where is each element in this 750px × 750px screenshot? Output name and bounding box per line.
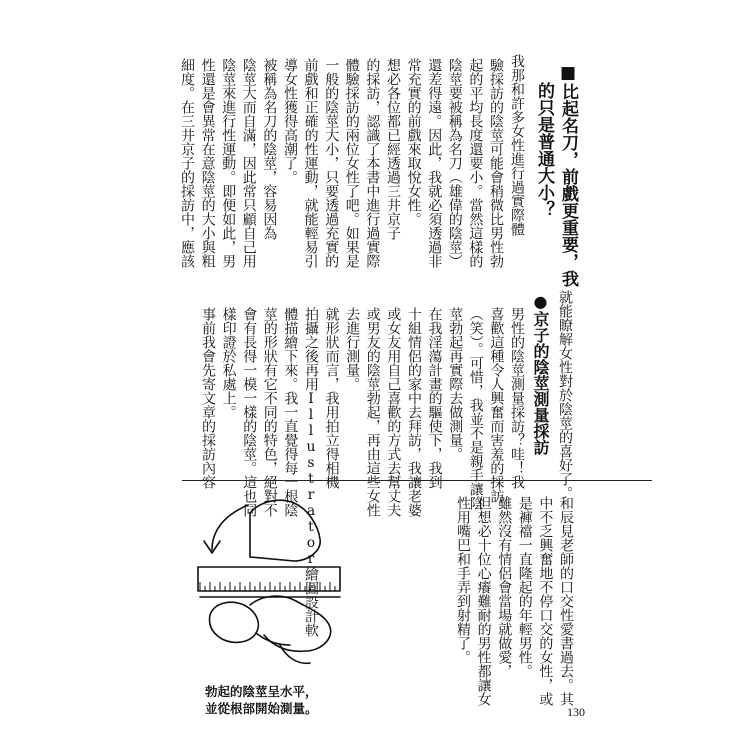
section2-col-12: 體描繪下來。我一直覺得每一根陰: [282, 307, 299, 517]
section2-col-7: 或女友用自己喜歡的方式去幫丈夫: [385, 307, 402, 517]
caption-line-1: 勃起的陰莖呈水平，: [205, 684, 318, 699]
section2-col-2: 喜歡這種令人興奮而害羞的採訪: [488, 307, 505, 503]
section2-col-8: 或男友的陰莖勃起，再由這些女性: [364, 307, 381, 517]
section1-col-14: 陰莖來進行性運動。即便如此，男: [220, 58, 237, 268]
section1-col-5: 常充實的前戲來取悅女性。: [405, 58, 422, 226]
section2-col-1: 男性的陰莖測量採訪？哇！我: [509, 307, 525, 489]
section1-col-13: 陰莖大而自滿，因此常只顧自己用: [240, 58, 257, 268]
section1-col-3: 陰莖要被稱為名刀（雄偉的陰莖）: [446, 58, 463, 268]
section3-col-1: 和辰見老師的口交性愛書過去。其: [558, 496, 574, 706]
section2-col-14: 會有長得一模一樣的陰莖。這也同: [241, 307, 258, 517]
section1-col-7: 的採訪，認識了本書中進行過實際: [364, 58, 381, 268]
measurement-illustration: [190, 495, 360, 675]
section1-col-9: 一般的陰莖大小，只要透過充實的: [323, 58, 340, 268]
section1-col-11: 導女性獲得高潮了。: [282, 58, 298, 184]
section1-col-15: 性還是會異常在意陰莖的大小與粗: [199, 58, 216, 268]
caption-line-2: 並從根部開始測量。: [205, 701, 318, 716]
section1-col-2: 起的平均長度還要小。當然這樣的: [467, 58, 484, 268]
section1-col-10: 前戲和正確的性運動，就能輕易引: [302, 58, 319, 268]
section3-col-2: 中不乏興奮地不停口交的女性，或: [537, 496, 554, 706]
section2-col-3: （笑）。可惜，我並不是親手讓陰: [467, 307, 484, 510]
section1-col-4: 還差得遠。因此，我就必須透過非: [426, 58, 443, 268]
section1-col-1: 驗採訪的陰莖可能會稍微比男性勃: [488, 58, 504, 268]
section2-lead: 就能瞭解女性對於陰莖的喜好了。: [557, 290, 573, 500]
section1-col-8: 體驗採訪的兩位女性了吧。如果是: [343, 58, 360, 268]
section2-col-6: 十組情侶的家中去拜訪，我讓老婆: [406, 307, 422, 517]
section2-col-5: 在我淫蕩計畫的驅使下，我到: [426, 307, 443, 489]
section2-col-13: 莖的形狀有它不同的特色，絕對不: [261, 307, 278, 517]
section3-col-6: 性用嘴巴和手弄到射精了。: [455, 496, 471, 664]
section1-heading-line1: ■比起名刀，前戲更重要，我: [558, 63, 578, 287]
page-number: 130: [567, 705, 585, 719]
section2-col-4: 莖勃起再實際去做測量。: [447, 307, 464, 461]
figure-caption: [205, 683, 318, 717]
section1-col-12: 被稱為名刀的陰莖，容易因為: [261, 58, 278, 240]
section2-heading: ●京子的陰莖測量採訪: [531, 292, 550, 455]
section2-col-11: 拍攝之後再用Illustrator繪圖設計軟: [303, 307, 319, 637]
section2-col-15: 樣印證於私處上。: [220, 307, 237, 419]
section2-col-10: 就形狀而言，我用拍立得相機: [323, 307, 340, 489]
section2-col-16: 事前我會先寄文章的採訪內容: [200, 307, 216, 489]
section1-heading-line2: 的只是普通大小？: [534, 82, 554, 218]
section3-col-3: 是褲襠一直隆起的年輕男性。: [516, 496, 533, 678]
curve-arrow-icon: [212, 505, 248, 550]
section1-col-6: 想必各位都已經透過三井京子: [385, 58, 401, 240]
section1-col-16: 細度。在三井京子的採訪中，應該: [179, 58, 195, 268]
section-divider: [182, 480, 652, 481]
section3-col-4: 雖然沒有情侶會當場就做愛，: [496, 496, 513, 678]
section3-col-5: 但想必十位心癢難耐的男性都讓女: [475, 496, 492, 706]
section2-col-9: 去進行測量。: [344, 307, 361, 391]
section1-col-0: 我那和許多女性進行過實際體: [509, 54, 525, 236]
